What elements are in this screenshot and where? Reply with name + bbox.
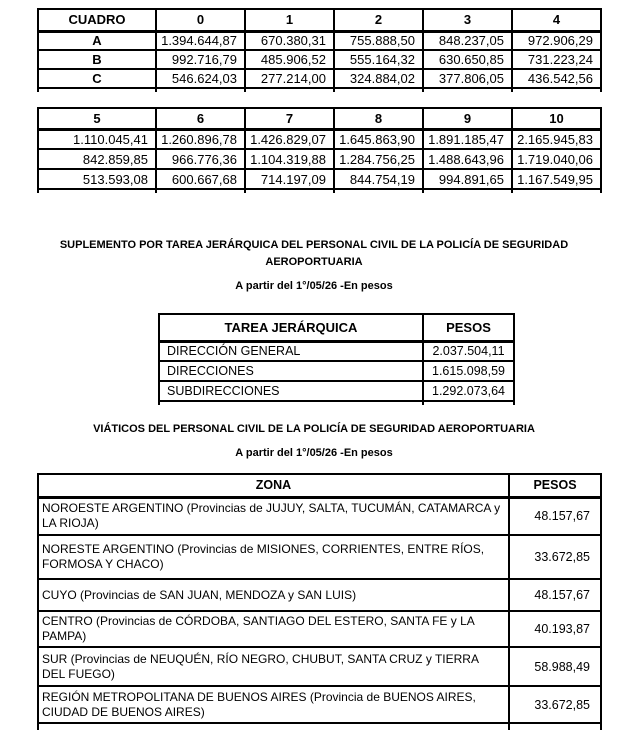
header-cell: 7 — [245, 108, 334, 129]
value-cell: 848.237,05 — [423, 31, 512, 50]
value-cell: 324.884,02 — [334, 69, 423, 88]
tarea-cell: DIRECCIONES — [159, 361, 423, 381]
value-cell: 1.488.643,96 — [423, 149, 512, 169]
row-label-cell: B — [38, 50, 156, 69]
pesos-cell: 2.037.504,11 — [423, 341, 514, 361]
value-cell: 972.906,29 — [512, 31, 601, 50]
value-cell: 966.776,36 — [156, 149, 245, 169]
cutoff-cell — [512, 88, 601, 92]
tarea-cell: SUBDIRECCIONES — [159, 381, 423, 401]
cuadro-table-columns-0-4 — [37, 8, 602, 92]
tarea-jerarquica-table — [158, 313, 515, 405]
pesos-cell: 33.672,85 — [509, 686, 601, 723]
table-row — [38, 31, 601, 50]
value-cell: 842.859,85 — [38, 149, 156, 169]
row-label-cell: A — [38, 31, 156, 50]
value-cell: 714.197,09 — [245, 169, 334, 189]
pesos-cell: 58.988,49 — [509, 647, 601, 686]
pesos-cell: 33.672,85 — [509, 535, 601, 579]
viaticos-title-block — [24, 421, 604, 462]
cutoff-row — [38, 189, 601, 193]
value-cell: 992.716,79 — [156, 50, 245, 69]
value-cell: 670.380,31 — [245, 31, 334, 50]
cutoff-cell — [156, 189, 245, 193]
zona-cell: NORESTE ARGENTINO (Provincias de MISIONES, CORRIENTES, ENTRE RÍOS, FORMOSA Y CHACO) — [38, 535, 509, 579]
value-cell: 277.214,00 — [245, 69, 334, 88]
value-cell: 630.650,85 — [423, 50, 512, 69]
cutoff-cell — [245, 88, 334, 92]
table-row — [159, 361, 514, 381]
value-cell: 485.906,52 — [245, 50, 334, 69]
value-cell: 1.394.644,87 — [156, 31, 245, 50]
table-row — [38, 579, 601, 611]
cutoff-cell — [159, 401, 423, 405]
zona-cell: SUR (Provincias de NEUQUÉN, RÍO NEGRO, CHUBUT, SANTA CRUZ y TIERRA DEL FUEGO) — [38, 647, 509, 686]
value-cell: 1.719.040,06 — [512, 149, 601, 169]
cutoff-row — [38, 723, 601, 730]
header-cell: 8 — [334, 108, 423, 129]
cutoff-cell — [512, 189, 601, 193]
tarea-cell: DIRECCIÓN GENERAL — [159, 341, 423, 361]
cutoff-cell — [38, 88, 156, 92]
cutoff-cell — [245, 189, 334, 193]
cutoff-cell — [423, 401, 514, 405]
table-row — [159, 381, 514, 401]
table-header-row — [38, 474, 601, 497]
cutoff-cell — [334, 88, 423, 92]
cutoff-cell — [423, 189, 512, 193]
viaticos-subtitle: A partir del 1°/05/26 -En pesos — [235, 447, 393, 459]
header-cell: CUADRO — [38, 9, 156, 31]
value-cell: 994.891,65 — [423, 169, 512, 189]
value-cell: 513.593,08 — [38, 169, 156, 189]
cutoff-row — [159, 401, 514, 405]
value-cell: 436.542,56 — [512, 69, 601, 88]
table-row — [38, 169, 601, 189]
value-cell: 1.426.829,07 — [245, 129, 334, 149]
value-cell: 1.260.896,78 — [156, 129, 245, 149]
cutoff-cell — [156, 88, 245, 92]
value-cell: 546.624,03 — [156, 69, 245, 88]
header-cell: 5 — [38, 108, 156, 129]
pesos-cell: 40.193,87 — [509, 611, 601, 647]
zona-cell: NOROESTE ARGENTINO (Provincias de JUJUY, SALTA, TUCUMÁN, CATAMARCA y LA RIOJA) — [38, 497, 509, 535]
value-cell: 377.806,05 — [423, 69, 512, 88]
value-cell: 731.223,24 — [512, 50, 601, 69]
header-cell: 9 — [423, 108, 512, 129]
pesos-cell: 48.157,67 — [509, 579, 601, 611]
value-cell: 555.164,32 — [334, 50, 423, 69]
row-label-cell: C — [38, 69, 156, 88]
value-cell: 1.645.863,90 — [334, 129, 423, 149]
table-row — [38, 50, 601, 69]
table-row — [38, 149, 601, 169]
table-row — [38, 535, 601, 579]
cutoff-cell — [334, 189, 423, 193]
header-cell: 1 — [245, 9, 334, 31]
table-row — [38, 69, 601, 88]
value-cell: 1.167.549,95 — [512, 169, 601, 189]
value-cell: 844.754,19 — [334, 169, 423, 189]
header-cell: ZONA — [38, 474, 509, 497]
cutoff-cell — [38, 723, 509, 730]
cutoff-cell — [38, 189, 156, 193]
value-cell: 600.667,68 — [156, 169, 245, 189]
table-row — [159, 341, 514, 361]
value-cell: 1.104.319,88 — [245, 149, 334, 169]
value-cell: 2.165.945,83 — [512, 129, 601, 149]
suplemento-title: SUPLEMENTO POR TAREA JERÁRQUICA DEL PERSONAL CIVIL DE LA POLICÍA DE SEGURIDAD AEROPORTUARIA — [59, 239, 569, 268]
table-row — [38, 647, 601, 686]
zona-cell: REGIÓN METROPOLITANA DE BUENOS AIRES (Provincia de BUENOS AIRES, CIUDAD DE BUENOS AIRES) — [38, 686, 509, 723]
cuadro-table-columns-5-10 — [37, 107, 602, 193]
pesos-cell: 1.615.098,59 — [423, 361, 514, 381]
header-cell: PESOS — [423, 314, 514, 341]
table-header-row — [38, 108, 601, 129]
suplemento-subtitle: A partir del 1°/05/26 -En pesos — [235, 280, 393, 292]
value-cell: 755.888,50 — [334, 31, 423, 50]
header-cell: TAREA JERÁRQUICA — [159, 314, 423, 341]
viaticos-title: VIÁTICOS DEL PERSONAL CIVIL DE LA POLICÍA DE SEGURIDAD AEROPORTUARIA — [93, 423, 535, 435]
suplemento-title-block — [24, 237, 604, 295]
value-cell: 1.110.045,41 — [38, 129, 156, 149]
header-cell: 10 — [512, 108, 601, 129]
pesos-cell: 48.157,67 — [509, 497, 601, 535]
table-row — [38, 129, 601, 149]
zona-cell: CUYO (Provincias de SAN JUAN, MENDOZA y SAN LUIS) — [38, 579, 509, 611]
table-header-row — [38, 9, 601, 31]
viaticos-zona-table — [37, 473, 602, 730]
header-cell: 3 — [423, 9, 512, 31]
header-cell: PESOS — [509, 474, 601, 497]
table-row — [38, 497, 601, 535]
cutoff-cell — [423, 88, 512, 92]
cutoff-cell — [509, 723, 601, 730]
header-cell: 2 — [334, 9, 423, 31]
value-cell: 1.891.185,47 — [423, 129, 512, 149]
table-row — [38, 686, 601, 723]
header-cell: 6 — [156, 108, 245, 129]
cutoff-row — [38, 88, 601, 92]
header-cell: 4 — [512, 9, 601, 31]
table-header-row — [159, 314, 514, 341]
value-cell: 1.284.756,25 — [334, 149, 423, 169]
pesos-cell: 1.292.073,64 — [423, 381, 514, 401]
zona-cell: CENTRO (Provincias de CÓRDOBA, SANTIAGO DEL ESTERO, SANTA FE y LA PAMPA) — [38, 611, 509, 647]
table-row — [38, 611, 601, 647]
header-cell: 0 — [156, 9, 245, 31]
